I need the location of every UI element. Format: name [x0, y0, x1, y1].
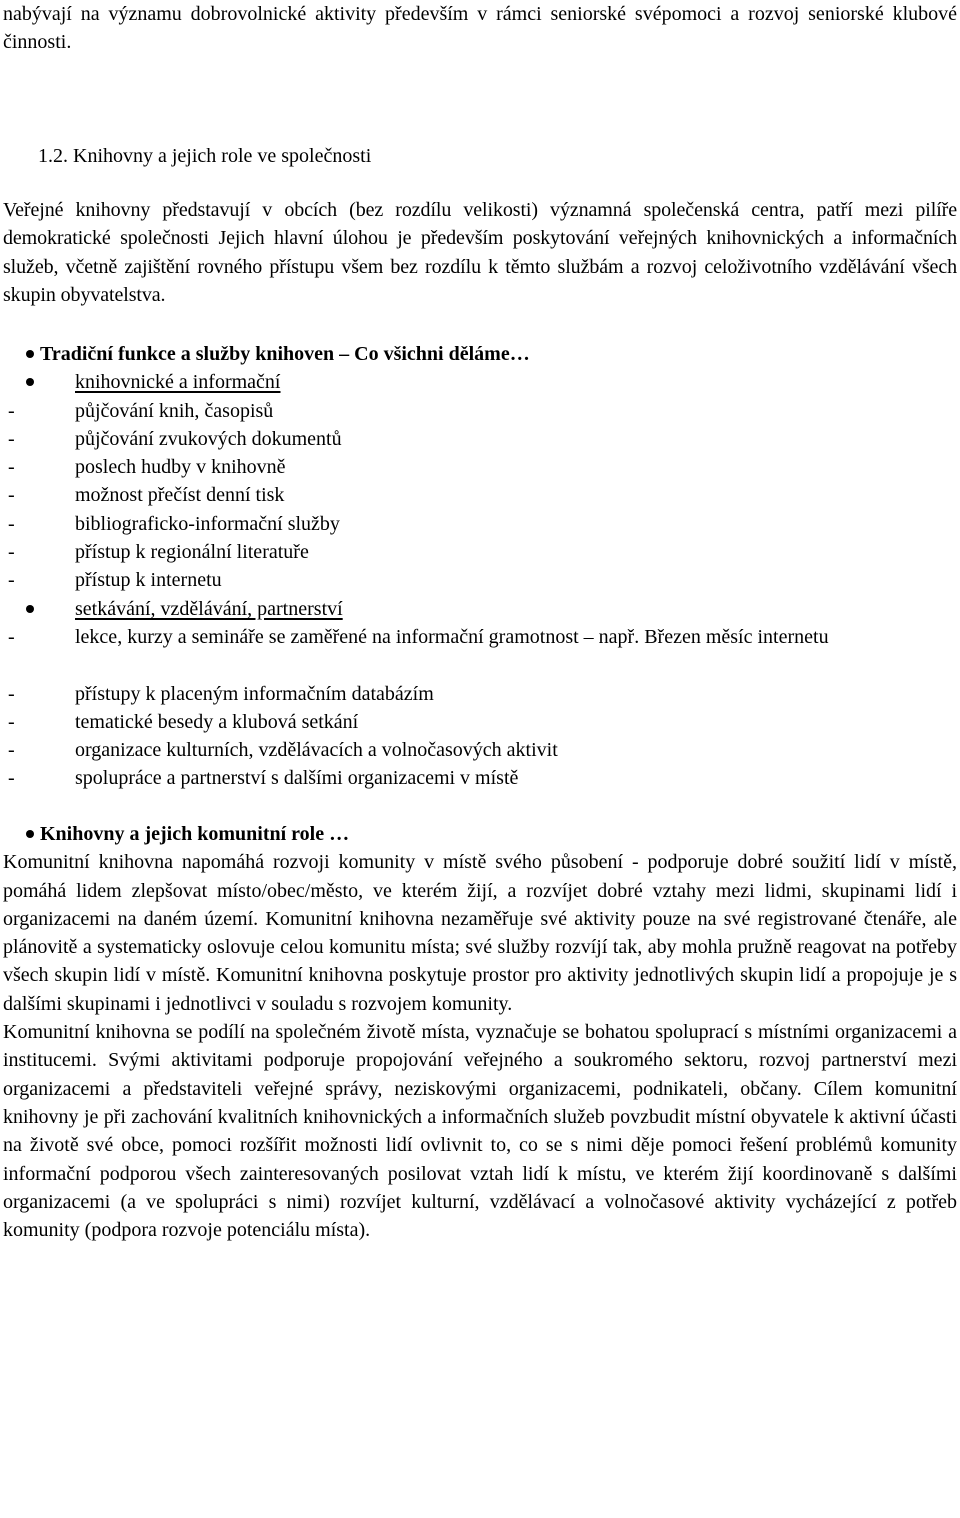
dash-marker: - [8, 569, 15, 592]
list-item [0, 453, 960, 481]
list-item-text: možnost přečíst denní tisk [75, 484, 285, 507]
list-item-text: organizace kulturních, vzdělávacích a volnočasových aktivit [75, 739, 558, 762]
dash-marker: - [8, 541, 15, 564]
list-item [0, 425, 960, 453]
list-item [0, 397, 960, 425]
bullet-icon [14, 368, 34, 396]
list-item [0, 623, 960, 680]
dash-marker: - [8, 399, 15, 422]
group2-title: setkávání, vzdělávání, partnerství [75, 597, 343, 620]
list-item-text: lekce, kurzy a semináře se zaměřené na informační gramotnost – např. Březen měsíc internetu [75, 625, 829, 648]
bullet-icon [14, 820, 34, 848]
community-paragraph-1: Komunitní knihovna napomáhá rozvoji komunity v místě svého působení - podporuje dobré soužití lidí v místě, pomáhá lidem zlepšovat místo/obec/město, ve kterém žijí, a rozvíjet dobré vztahy mezi lidmi, skupinami lidí i organizacemi na daném území. Komunitní knihovna nezaměřuje své aktivity pouze na své registrované čtenáře, ale plánovitě a systematicky oslovuje celou komunitu místa; své služby rozvíjí tak, aby mohla pružně reagovat na potřeby všech skupin lidí v místě. Komunitní knihovna poskytuje prostor pro aktivity jednotlivých skupin lidí a propojuje je s dalšími skupinami i jednotlivci v souladu s rozvojem komunity. [3, 851, 957, 1015]
community-heading-row [0, 820, 960, 848]
list-item-text: přístup k internetu [75, 569, 222, 592]
dash-marker: - [8, 767, 15, 790]
list-item-text: přístup k regionální literatuře [75, 541, 309, 564]
list-item [0, 764, 960, 792]
list-heading-row [0, 340, 960, 368]
dash-marker: - [8, 682, 15, 705]
group-title-row [0, 595, 960, 623]
section-title: Knihovny a jejich role ve společnosti [73, 145, 372, 167]
list-item [0, 510, 960, 538]
list-item-text: spolupráce a partnerství s dalšími organizacemi v místě [75, 767, 519, 790]
intro-paragraph [0, 0, 960, 57]
intro-text: nabývají na významu dobrovolnické aktivity především v rámci seniorské svépomoci a rozvoj seniorské klubové činnosti. [3, 3, 957, 54]
list-item [0, 736, 960, 764]
list-item [0, 566, 960, 594]
section-number: 1.2. [38, 145, 68, 167]
community-paragraph-2: Komunitní knihovna se podílí na společném životě místa, vyznačuje se bohatou spoluprací s místními organizacemi a institucemi. Svými aktivitami podporuje propojování veřejného a soukromého sektoru, rozvoj partnerství mezi organizacemi a představiteli veřejné správy, neziskovými organizacemi, podnikateli, občany. Cílem komunitní knihovny je při zachování kvalitních knihovnických a informačních služeb povzbudit místní obyvatele k aktivní účasti na životě své obce, pomoci rozšířit možnosti lidí ovlivnit to, co se s nimi děje pomoci řešení problémů komunity informační podporou všech zainteresovaných posilovat vztah lidí k místu, ve kterém žijí koordinovaně s dalšími organizacemi (a ve spolupráci s nimi) rozvíjet kulturní, vzdělávací a volnočasové aktivity vycházející z potřeb komunity (podpora rozvoje potenciálu místa). [3, 1021, 957, 1242]
dash-marker: - [8, 739, 15, 762]
section-heading [38, 142, 371, 170]
dash-marker: - [8, 484, 15, 507]
group1-title: knihovnické a informační [75, 371, 281, 394]
traditional-services-list [0, 340, 960, 793]
dash-marker: - [8, 512, 15, 535]
bullet-icon [14, 595, 34, 623]
group-title-row [0, 368, 960, 396]
list-item [0, 481, 960, 509]
dash-marker: - [8, 710, 15, 733]
community-heading: Knihovny a jejich komunitní role … [40, 823, 350, 845]
list-item-text: půjčování zvukových dokumentů [75, 427, 342, 450]
list-item-text: půjčování knih, časopisů [75, 399, 274, 422]
list-item-text: poslech hudby v knihovně [75, 456, 286, 479]
list-item [0, 538, 960, 566]
paragraph-public-libraries [0, 196, 960, 309]
paragraph-text: Veřejné knihovny představují v obcích (bez rozdílu velikosti) významná společenská centra, patří mezi pilíře demokratické společnosti Jejich hlavní úlohou je především poskytování veřejných knihovnických a informačních služeb, včetně zajištění rovného přístupu všem bez rozdílu k těmto službám a rozvoj celoživotního vzdělávání všech skupin obyvatelstva. [3, 199, 957, 306]
dash-marker: - [8, 625, 15, 648]
community-section [0, 820, 960, 1244]
bullet-icon [14, 340, 34, 368]
list-item-text: přístupy k placeným informačním databázím [75, 682, 434, 705]
list-item [0, 680, 960, 708]
list-item-text: tematické besedy a klubová setkání [75, 710, 359, 733]
list-item-text: bibliograficko-informační služby [75, 512, 340, 535]
traditional-heading: Tradiční funkce a služby knihoven – Co všichni děláme… [40, 343, 530, 365]
list-item [0, 708, 960, 736]
dash-marker: - [8, 456, 15, 479]
dash-marker: - [8, 427, 15, 450]
